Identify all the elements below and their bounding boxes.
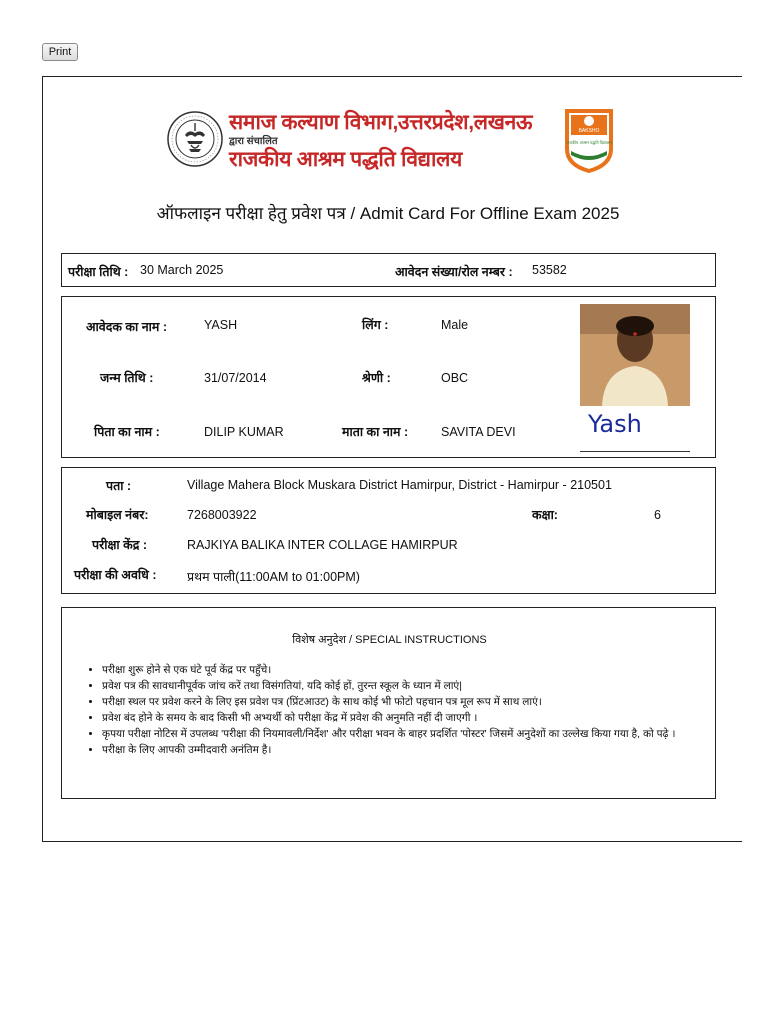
instruction-item: • कृपया परीक्षा नोटिस में उपलब्ध 'परीक्षा की नियमावली/निर्देश' और परीक्षा भवन के बाहर प्रदर्शित 'पोस्टर' जिसमें अनुदेशों का उल्लेख किया गया है, को पढ़े । — [102, 726, 722, 742]
exam-duration-label: परीक्षा की अवधि : — [74, 568, 157, 582]
roll-number-label: आवेदन संख्या/रोल नम्बर : — [395, 265, 513, 279]
address-box — [61, 467, 716, 594]
candidate-photo — [580, 304, 690, 452]
instruction-item: • परीक्षा स्थल पर प्रवेश करने के लिए इस प्रवेश पत्र (प्रिंटआउट) के साथ कोई भी फोटो पहचान पत्र मूल रूप में साथ लाएं। — [102, 694, 722, 710]
special-instructions-box — [61, 607, 716, 799]
category-value: OBC — [441, 371, 469, 385]
school-logo-icon — [563, 107, 615, 173]
roll-number-value: 53582 — [532, 263, 567, 277]
logo-top-text: BAKSHO — [578, 128, 600, 134]
dob-value: 31/07/2014 — [204, 371, 267, 385]
exam-date-value: 30 March 2025 — [140, 263, 224, 277]
mother-name-label: माता का नाम : — [342, 425, 409, 439]
exam-info-box — [61, 253, 716, 287]
gender-value: Male — [441, 318, 469, 332]
candidate-name-label: आवेदक का नाम : — [86, 320, 168, 334]
instruction-item: • परीक्षा शुरू होने से एक घंटे पूर्व केंद्र पर पहुँचे। — [102, 662, 722, 678]
instruction-item: • प्रवेश पत्र की सावधानीपूर्वक जांच करें तथा विसंगतियां, यदि कोई हों, तुरन्त स्कूल के ध्यान में लाएं| — [102, 678, 722, 694]
instructions-title: विशेष अनुदेश / SPECIAL INSTRUCTIONS — [292, 634, 487, 646]
candidate-details-box — [61, 296, 716, 458]
class-label: कक्षा: — [532, 508, 558, 522]
signature-line — [580, 451, 690, 452]
mother-name-value: SAVITA DEVI — [441, 425, 516, 439]
instructions-list — [90, 662, 722, 758]
exam-center-label: परीक्षा केंद्र : — [92, 538, 147, 552]
instruction-item: • प्रवेश बंद होने के समय के बाद किसी भी अभ्यर्थी को परीक्षा केंद्र में प्रवेश की अनुमति नहीं दी जाएगी । — [102, 710, 722, 726]
gender-label: लिंग : — [362, 318, 389, 332]
page-title: ऑफलाइन परीक्षा हेतु प्रवेश पत्र / Admit Card For Offline Exam 2025 — [156, 204, 620, 223]
header — [167, 107, 617, 177]
exam-center-value: RAJKIYA BALIKA INTER COLLAGE HAMIRPUR — [187, 538, 458, 552]
father-name-label: पिता का नाम : — [94, 425, 160, 439]
category-label: श्रेणी : — [362, 371, 391, 385]
exam-date-label: परीक्षा तिथि : — [68, 265, 129, 279]
candidate-name-value: YASH — [204, 318, 238, 332]
candidate-signature: Yash — [588, 410, 642, 438]
logo-bottom-text: राजकीय आश्रम पद्धति विद्यालय — [566, 140, 612, 145]
operated-by-text: द्वारा संचालित — [229, 136, 278, 147]
address-value: Village Mahera Block Muskara District Hamirpur, District - Hamirpur - 210501 — [187, 478, 612, 492]
address-label: पता : — [106, 479, 132, 493]
father-name-value: DILIP KUMAR — [204, 425, 284, 439]
class-value: 6 — [654, 508, 661, 522]
print-button[interactable]: Print — [42, 43, 78, 61]
instruction-item: • परीक्षा के लिए आपकी उम्मीदवारी अनंतिम है। — [102, 742, 722, 758]
dob-label: जन्म तिथि : — [100, 371, 154, 385]
mobile-label: मोबाइल नंबर: — [86, 508, 149, 522]
mobile-value: 7268003922 — [187, 508, 257, 522]
up-government-emblem-icon — [167, 111, 223, 167]
admit-card — [42, 76, 742, 842]
department-name: समाज कल्याण विभाग,उत्तरप्रदेश,लखनऊ — [229, 111, 533, 134]
school-name: राजकीय आश्रम पद्धति विद्यालय — [229, 148, 462, 171]
exam-duration-value: प्रथम पाली(11:00AM to 01:00PM) — [187, 570, 360, 584]
